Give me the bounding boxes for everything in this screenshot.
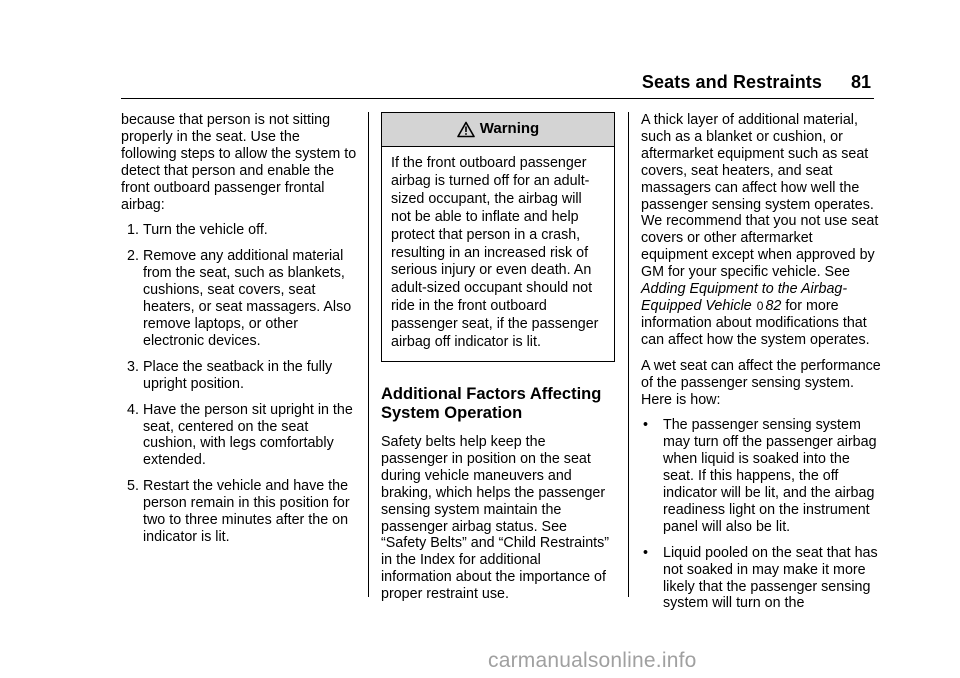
bullet-text: The passenger sensing system may turn off the passenger airbag when liquid is soaked into the seat. If this happens, the off indicator will be lit, and the airbag readiness light on the instrument panel will also be lit. <box>663 417 877 535</box>
warning-title: Warning <box>479 120 540 138</box>
step-text: Remove any additional material from the seat, such as blankets, cushions, seat covers, seat heaters, or seat massagers. Also remove laptops, or other electronic devices. <box>143 248 352 349</box>
page-reference-icon: 0 <box>756 298 764 313</box>
list-item <box>121 359 359 393</box>
column-3 <box>641 112 881 612</box>
section-heading: Additional Factors Affecting System Operation <box>381 384 602 423</box>
paragraph-text: for more information about modifications that can affect how the system operates. <box>641 297 870 348</box>
list-item <box>121 248 359 349</box>
body-paragraph: Safety belts help keep the passenger in position on the seat during vehicle maneuvers and braking, which helps the passenger sensing system maintain the passenger airbag status. See “Safety Belts” and “Child Restraints” in the Index for additional information about the importance of proper restraint use. <box>381 433 610 603</box>
column-divider <box>368 112 369 597</box>
bullet-mark: • <box>643 544 649 561</box>
page-header <box>121 70 874 99</box>
warning-header <box>382 113 614 147</box>
step-number: 2. <box>127 248 139 265</box>
step-number: 4. <box>127 401 139 418</box>
column-1 <box>121 112 359 546</box>
intro-paragraph: because that person is not sitting properly in the seat. Use the following steps to allow the system to detect that person and enable the front outboard passenger frontal airbag: <box>121 112 357 213</box>
section-title: Seats and Restraints <box>641 72 822 92</box>
step-text: Turn the vehicle off. <box>143 222 268 239</box>
paragraph-text: A thick layer of additional material, such as a blanket or cushion, or aftermarket equipment such as seat covers, seat heaters, and seat massagers can affect how well the passenger sensing system operates. We recommend that you not use seat covers or other aftermarket equipment except when approved by GM for your specific vehicle. See <box>641 112 879 281</box>
column-2 <box>381 112 615 603</box>
list-item <box>121 478 359 546</box>
warning-box <box>381 112 615 362</box>
watermark: carmanualsonline.info <box>488 649 697 672</box>
bullet-mark: • <box>643 417 649 434</box>
step-text: Place the seatback in the fully upright position. <box>143 358 333 392</box>
step-text: Restart the vehicle and have the person remain in this position for two to three minutes after the on indicator is lit. <box>143 478 350 545</box>
page-reference-number[interactable]: 82 <box>765 297 782 314</box>
cross-reference-link[interactable]: Adding Equipment to the Airbag-Equipped Vehicle <box>641 281 848 314</box>
step-text: Have the person sit upright in the seat, centered on the seat cushion, with legs comfortably extended. <box>143 401 353 469</box>
column-divider <box>628 112 629 597</box>
list-item <box>121 402 359 470</box>
warning-text: If the front outboard passenger airbag is turned off for an adult-sized occupant, the airbag will not be able to inflate and help protect that person in a crash, resulting in an increased risk of serious injury or even death. An adult-sized occupant should not ride in the front outboard passenger seat, if the passenger airbag off indicator is lit. <box>391 155 599 351</box>
warning-triangle-icon <box>457 121 475 138</box>
step-number: 3. <box>127 358 139 375</box>
step-number: 1. <box>127 222 139 239</box>
list-item <box>641 545 881 613</box>
step-number: 5. <box>127 478 139 495</box>
list-item <box>641 417 881 535</box>
body-paragraph: A wet seat can affect the performance of the passenger sensing system. Here is how: <box>641 357 881 408</box>
body-paragraph <box>641 112 881 349</box>
bullet-text: Liquid pooled on the seat that has not soaked in may make it more likely that the passenger sensing system will turn on the <box>663 544 878 612</box>
page-number: 81 <box>850 72 871 92</box>
list-item <box>121 222 359 239</box>
